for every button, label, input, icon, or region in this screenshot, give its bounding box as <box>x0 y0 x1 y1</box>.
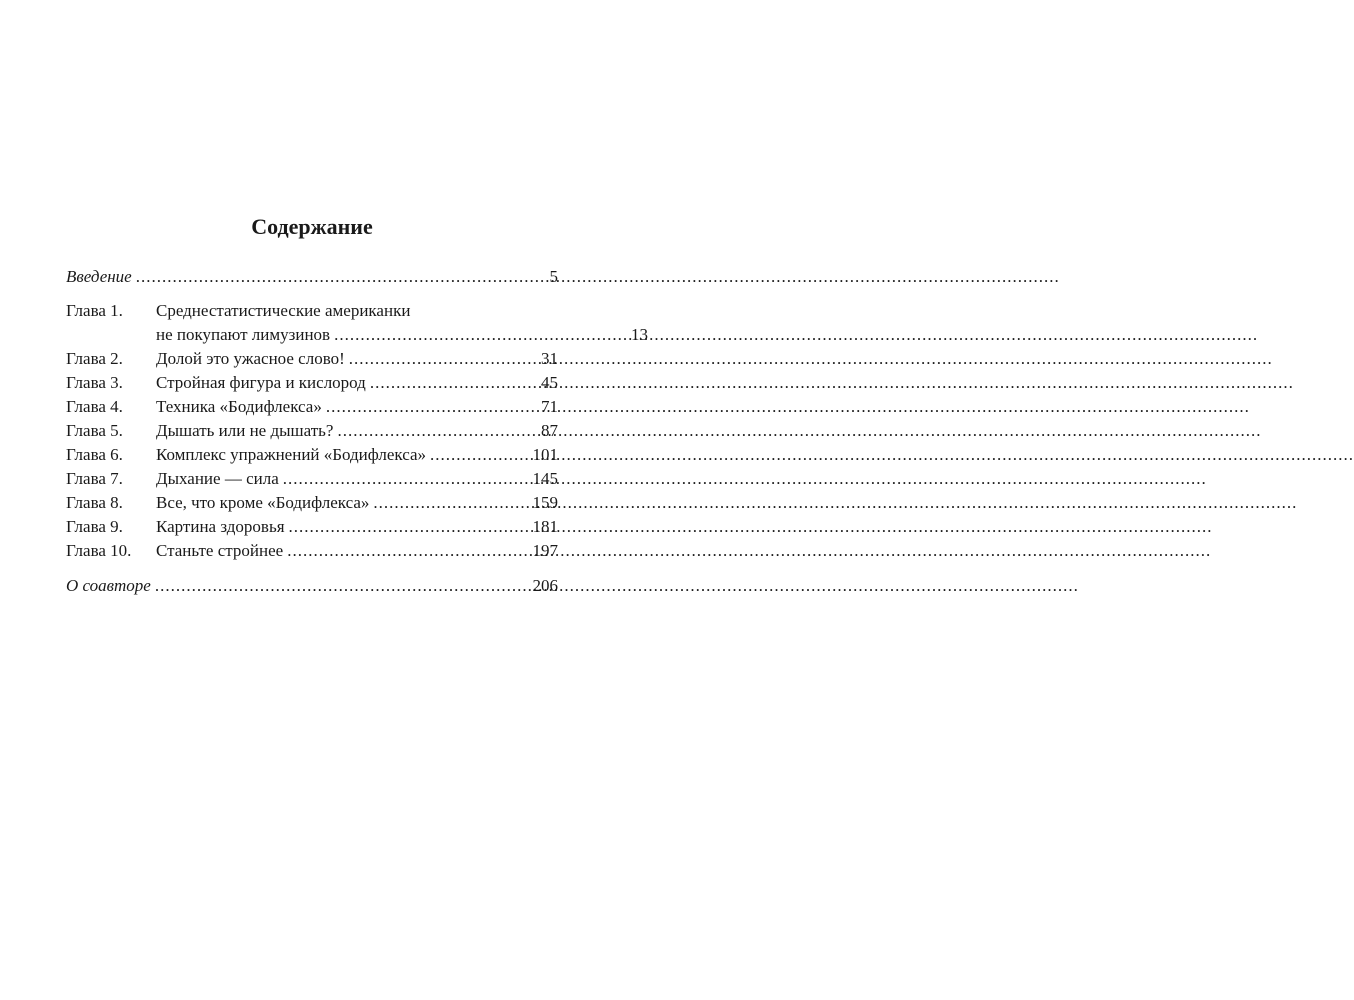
toc-page-number: 45 <box>541 373 558 392</box>
toc-page-number: 71 <box>541 397 558 416</box>
toc-chapter-label: Глава 6. <box>66 445 123 464</box>
dot-leader <box>370 371 537 395</box>
toc-entry-text: Техника «Бодифлекса» <box>156 397 322 416</box>
toc-entry-chapter-3[interactable] <box>66 371 558 395</box>
dot-leader <box>349 347 537 371</box>
dot-leader <box>287 539 528 563</box>
toc-entry-chapter-1[interactable] <box>66 299 558 323</box>
toc-entry-text: Долой это ужасное слово! <box>156 349 345 368</box>
toc-entry-text: О соавторе <box>66 576 151 595</box>
toc-entry-chapter-6[interactable] <box>66 443 558 467</box>
dot-leader <box>430 443 528 467</box>
dot-leader <box>334 323 627 347</box>
toc-entry-text: Картина здоровья <box>156 517 285 536</box>
toc-entry-text: Дышать или не дышать? <box>156 421 334 440</box>
toc-entry-coauthor[interactable] <box>66 574 558 598</box>
toc-entry-text: Комплекс упражнений «Бодифлекса» <box>156 445 427 464</box>
toc-entry-text: Все, что кроме «Бодифлекса» <box>156 493 370 512</box>
dot-leader <box>373 491 528 515</box>
toc-entry-chapter-1-cont[interactable] <box>66 323 648 347</box>
toc-entry-text: Дыхание — сила <box>156 469 279 488</box>
toc-chapter-label: Глава 8. <box>66 493 123 512</box>
toc-entry-intro[interactable] <box>66 265 558 289</box>
toc-entry-chapter-5[interactable] <box>66 419 558 443</box>
toc-entry-chapter-2[interactable] <box>66 347 558 371</box>
toc-entry-text: Введение <box>66 267 132 286</box>
toc-chapter-label: Глава 4. <box>66 397 123 416</box>
toc-entry-text: не покупают лимузинов <box>156 325 331 344</box>
toc-page <box>0 0 648 1000</box>
toc-chapter-label: Глава 5. <box>66 421 123 440</box>
toc-page-number: 31 <box>541 349 558 368</box>
toc-page-number: 206 <box>532 576 558 595</box>
dot-leader <box>283 467 529 491</box>
toc-chapter-label: Глава 3. <box>66 373 123 392</box>
dot-leader <box>289 515 529 539</box>
toc-page-number: 181 <box>532 517 558 536</box>
toc-page-number: 5 <box>549 267 558 286</box>
toc-entry-chapter-4[interactable] <box>66 395 558 419</box>
toc-chapter-label: Глава 1. <box>66 301 123 320</box>
toc-entry-chapter-7[interactable] <box>66 467 558 491</box>
toc-page-number: 13 <box>631 325 648 344</box>
toc-entry-chapter-9[interactable] <box>66 515 558 539</box>
toc-page-number: 101 <box>532 445 558 464</box>
toc-page-number: 145 <box>532 469 558 488</box>
toc-chapter-label: Глава 10. <box>66 541 132 560</box>
page-title: Содержание <box>251 214 373 239</box>
dot-leader <box>136 265 546 289</box>
toc-entry-text: Среднестатистические американки <box>156 301 411 320</box>
toc-page-number: 197 <box>532 541 558 560</box>
toc-chapter-label: Глава 2. <box>66 349 123 368</box>
toc-chapter-label: Глава 9. <box>66 517 123 536</box>
dot-leader <box>155 574 529 598</box>
dot-leader <box>337 419 537 443</box>
toc-entry-text: Станьте стройнее <box>156 541 284 560</box>
toc-page-number: 159 <box>532 493 558 512</box>
toc-chapter-label: Глава 7. <box>66 469 123 488</box>
toc-entry-text: Стройная фигура и кислород <box>156 373 366 392</box>
toc-entry-chapter-10[interactable] <box>66 539 558 563</box>
toc-page-number: 87 <box>541 421 558 440</box>
dot-leader <box>326 395 537 419</box>
toc-entry-chapter-8[interactable] <box>66 491 558 515</box>
